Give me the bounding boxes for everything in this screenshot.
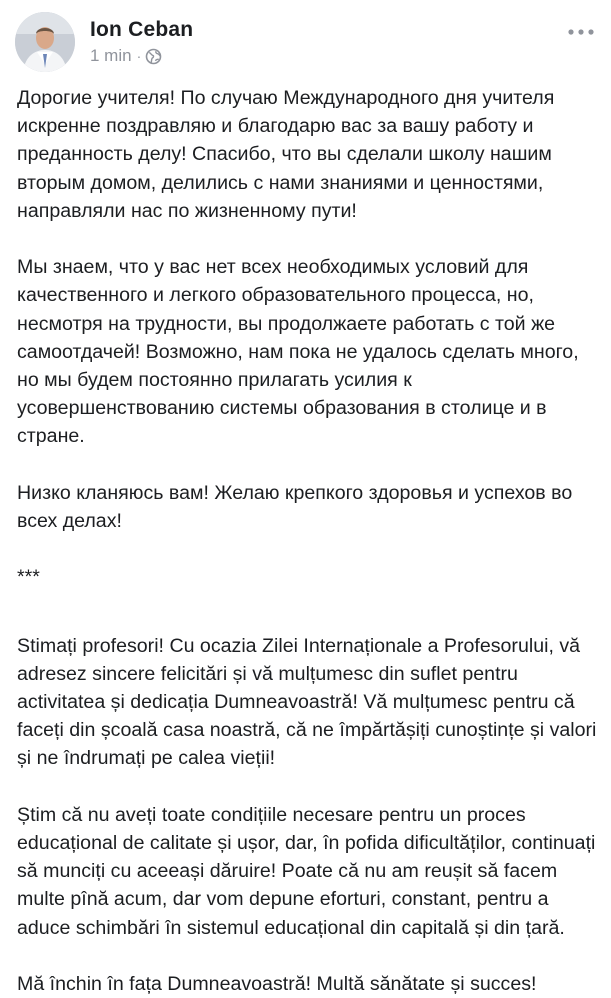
post-paragraph-ro-2: Știm că nu aveți toate condițiile necesare pentru un proces educațional de calitate și ușor, dar, în pofida dificultăților, continuați să munciți cu aceeași dăruire! Poate că nu am reușit să facem multe pînă acum, dar vom depune eforturi, constant, pentru a aduce schimbări în sistemul educațional din capitală și din țară. (17, 803, 596, 939)
avatar-image (15, 12, 75, 72)
globe-icon[interactable] (145, 48, 162, 65)
post-paragraph-ro-1: Stimați profesori! Cu ocazia Zilei Internaționale a Profesorului, vă adresez sincere felicitări și vă mulțumesc din suflet pentru activitatea și dedicația Dumneavoastră! Vă mulțumesc pentru că faceți din școală casa noastră, că ne împărtășiți cunoștințe și valori și ne îndrumați pe calea vieții! (17, 634, 597, 770)
meta-separator: · (136, 48, 142, 64)
post-meta (90, 46, 162, 66)
post-paragraph-ru-1: Дорогие учителя! По случаю Международного дня учителя искренне поздравляю и благодарю вас за вашу работу и преданность делу! Спасибо, что вы сделали школу нашим вторым домом, делились с нами знаниями и ценностями, направляли нас по жизненному пути! (17, 87, 555, 222)
more-options-icon[interactable] (561, 24, 601, 40)
avatar[interactable] (15, 12, 75, 72)
author-name[interactable]: Ion Ceban (90, 18, 194, 41)
post-paragraph-ru-3: Низко кланяюсь вам! Желаю крепкого здоровья и успехов во всех делах! (17, 481, 573, 533)
post-paragraph-ro-3: Mă închin în fața Dumneavoastră! Multă sănătate și succes! (17, 973, 537, 995)
post-body (17, 84, 601, 998)
post-separator: *** (17, 566, 40, 589)
post-timestamp[interactable]: 1 min (90, 46, 132, 65)
post-paragraph-ru-2: Мы знаем, что у вас нет всех необходимых условий для качественного и легкого образовательного процесса, но, несмотря на трудности, вы продолжаете работать с той же самоотдачей! Возможно, нам пока не удалось сделать много, но мы будем постоянно прилагать усилия к усовершенствованию системы образования в столице и в стране. (17, 256, 579, 448)
post-header (15, 12, 601, 72)
